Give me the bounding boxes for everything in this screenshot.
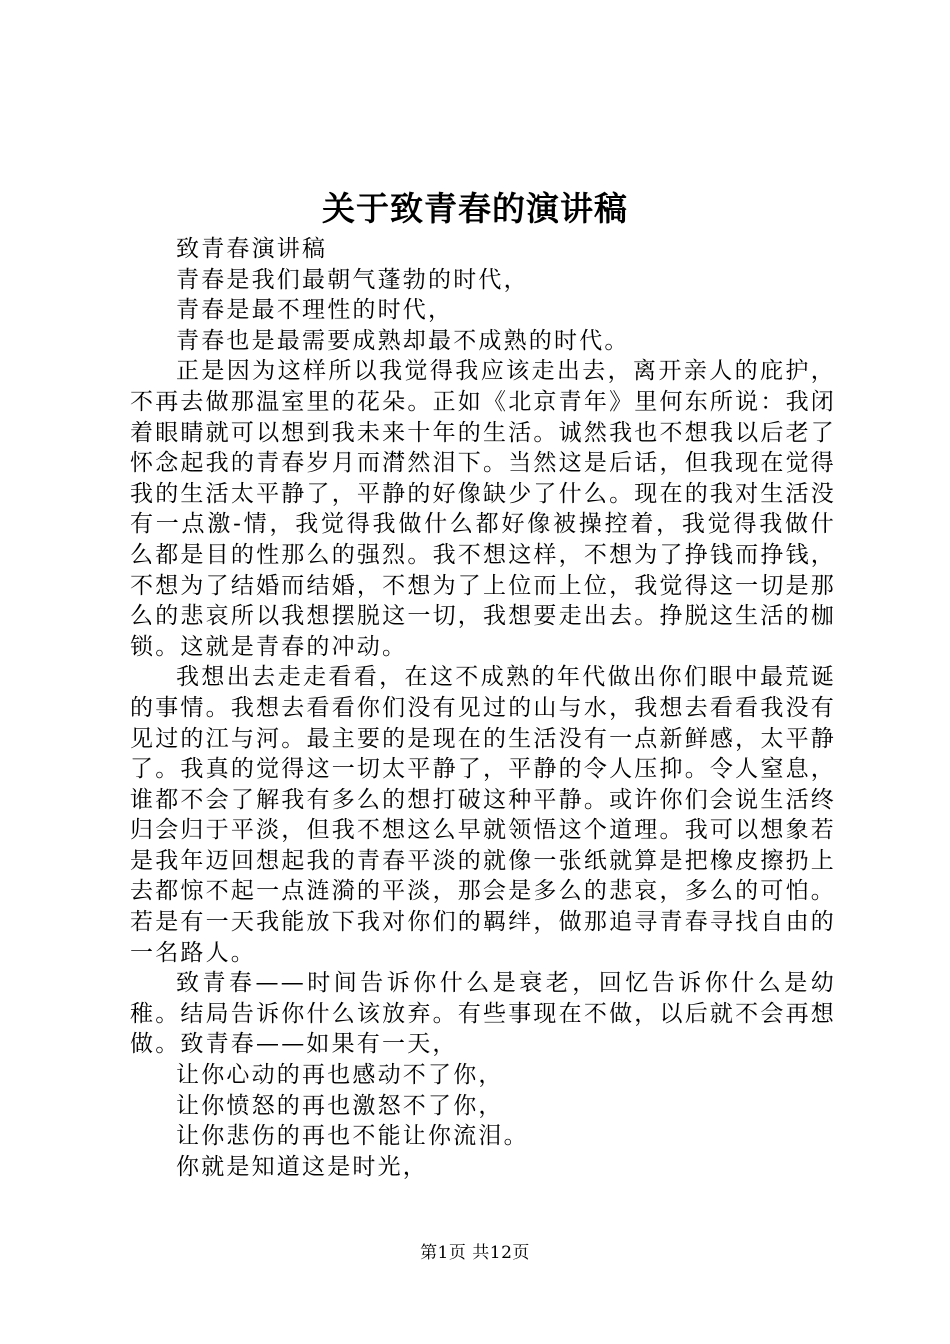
document-title: 关于致青春的演讲稿 xyxy=(322,189,628,228)
paragraph: 你就是知道这是时光， xyxy=(176,1153,428,1180)
paragraph-subtitle: 致青春演讲稿 xyxy=(176,236,328,262)
paragraph: 让你愤怒的再也激怒不了你， xyxy=(176,1092,504,1119)
paragraph: 我想出去走走看看，在这不成熟的年代做出你们眼中最荒诞的事情。我想去看看你们没有见过的山与水，我想去看看我没有见过的江与河。最主要的是现在的生活没有一点新鲜感，太平静了。我真的觉得这一切太平静了，平静的令人压抑。令人窒息，谁都不会了解我有多么的想打破这种平静。或许你们会说生活终归会归于平淡，但我不想这么早就领悟这个道理。我可以想象若是我年迈回想起我的青春平淡的就像一张纸就算是把橡皮擦扔上去都惊不起一点涟漪的平淡，那会是多么的悲哀，多么的可怕。若是有一天我能放下我对你们的羁绊，做那追寻青春寻找自由的一名路人。 xyxy=(130,664,836,966)
paragraph: 青春也是最需要成熟却最不成熟的时代。 xyxy=(176,327,630,354)
page-indicator: 第1页 共12页 xyxy=(420,1243,530,1263)
paragraph: 青春是我们最朝气蓬勃的时代， xyxy=(176,266,529,293)
paragraph: 让你悲伤的再也不能让你流泪。 xyxy=(176,1123,529,1150)
paragraph: 让你心动的再也感动不了你， xyxy=(176,1062,504,1089)
paragraph: 致青春——时间告诉你什么是衰老，回忆告诉你什么是幼稚。结局告诉你什么该放弃。有些事现在不做，以后就不会再想做。致青春——如果有一天， xyxy=(130,970,836,1058)
page-footer xyxy=(0,1241,950,1265)
paragraph: 青春是最不理性的时代， xyxy=(176,297,454,324)
document-body xyxy=(130,234,836,1182)
paragraph: 正是因为这样所以我觉得我应该走出去，离开亲人的庇护，不再去做那温室里的花朵。正如《北京青年》里何东所说：我闭着眼睛就可以想到我未来十年的生活。诚然我也不想我以后老了怀念起我的青春岁月而潸然泪下。当然这是后话，但我现在觉得我的生活太平静了，平静的好像缺少了什么。现在的我对生活没有一点激-情，我觉得我做什么都好像被操控着，我觉得我做什么都是目的性那么的强烈。我不想这样，不想为了挣钱而挣钱，不想为了结婚而结婚，不想为了上位而上位，我觉得这一切是那么的悲哀所以我想摆脱这一切，我想要走出去。挣脱这生活的枷锁。这就是青春的冲动。 xyxy=(130,358,836,660)
